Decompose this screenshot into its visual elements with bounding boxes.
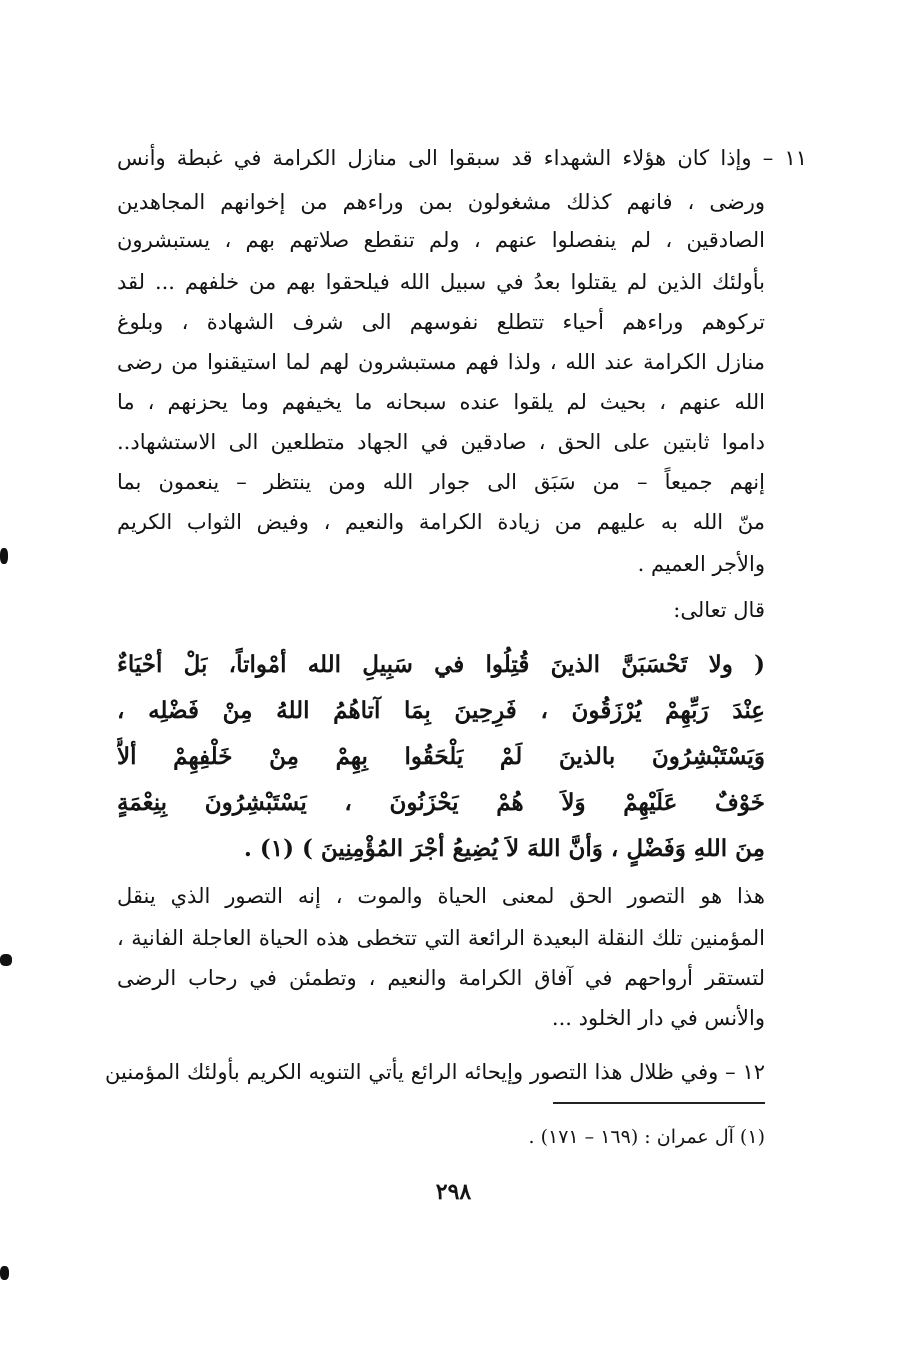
paragraph-line: والأنس في دار الخلود ... — [551, 1006, 765, 1030]
paragraph-11-line: الصادقين ، لم ينفصلوا عنهم ، ولم تنقطع صلاتهم بهم ، يستبشرون — [117, 228, 765, 252]
paragraph-11-line: داموا ثابتين على الحق ، صادقين في الجهاد متطلعين الى الاستشهاد.. — [117, 430, 765, 454]
paragraph-line: المؤمنين تلك النقلة البعيدة الرائعة التي تتخطى هذه الحياة العاجلة الفانية ، — [117, 926, 765, 950]
paragraph-11-line: ١١ – وإذا كان هؤلاء الشهداء قد سبقوا الى منازل الكرامة في غبطة وأنس — [117, 146, 807, 170]
paragraph-line: لتستقر أرواحهم في آفاق الكرامة والنعيم ، وتطمئن في رحاب الرضى — [117, 966, 765, 990]
quran-verse-line: خَوْفٌ عَلَيْهِمْ وَلاَ هُمْ يَحْزَنُونَ ، يَسْتَبْشِرُونَ بِنِعْمَةٍ — [117, 789, 765, 816]
footnote: (١) آل عمران : (١٦٩ – ١٧١) . — [528, 1126, 765, 1148]
paragraph-11-line: منّ الله به عليهم من زيادة الكرامة والنعيم ، وفيض الثواب الكريم — [117, 510, 765, 534]
paragraph-line: هذا هو التصور الحق لمعنى الحياة والموت ، إنه التصور الذي ينقل — [117, 884, 765, 908]
page-number: ٢٩٨ — [435, 1179, 472, 1205]
quote-intro: قال تعالى: — [673, 598, 765, 622]
paragraph-11-line: والأجر العميم . — [637, 552, 765, 576]
paragraph-12-line: ١٢ – وفي ظلال هذا التصور وإيحائه الرائع يأتي التنويه الكريم بأولئك المؤمنين — [105, 1060, 765, 1084]
quran-verse-line: مِنَ اللهِ وَفَضْلٍ ، وَأنَّ اللهَ لاَ يُضِيعُ أجْرَ المُؤْمِنِينَ ) (١) . — [243, 835, 765, 862]
quran-verse-line: وَيَسْتَبْشِرُونَ بالذينَ لَمْ يَلْحَقُوا بِهِمْ مِنْ خَلْفِهِمْ ألاَّ — [117, 743, 765, 770]
paragraph-11-line: ورضى ، فانهم كذلك مشغولون بمن وراءهم من إخوانهم المجاهدين — [117, 190, 765, 214]
paragraph-11-line: منازل الكرامة عند الله ، ولذا فهم مستبشرون لهم لما استيقنوا من رضى — [117, 350, 765, 374]
scan-mark — [0, 548, 8, 564]
quran-verse-line: عِنْدَ رَبِّهِمْ يُرْزَقُونَ ، فَرِحِينَ بِمَا آتاهُمُ اللهُ مِنْ فَضْلِه ، — [117, 697, 765, 724]
scan-mark — [0, 954, 12, 966]
scan-mark — [0, 1266, 9, 1280]
quran-verse-line: ( ولا تَحْسَبَنَّ الذينَ قُتِلُوا في سَبِيلِ الله أمْواتاً، بَلْ أحْيَاءٌ — [117, 651, 765, 678]
paragraph-11-line: تركوهم وراءهم أحياء تتطلع نفوسهم الى شرف الشهادة ، وبلوغ — [117, 310, 765, 334]
paragraph-11-line: الله عنهم ، بحيث لم يلقوا عنده سبحانه ما يخيفهم وما يحزنهم ، ما — [117, 390, 765, 414]
paragraph-11-line: إنهم جميعاً – من سَبَق الى جوار الله ومن ينتظر – ينعمون بما — [117, 470, 765, 494]
paragraph-11-line: بأولئك الذين لم يقتلوا بعدُ في سبيل الله فيلحقوا بهم من خلفهم ... لقد — [117, 270, 765, 294]
footnote-rule — [553, 1102, 765, 1104]
